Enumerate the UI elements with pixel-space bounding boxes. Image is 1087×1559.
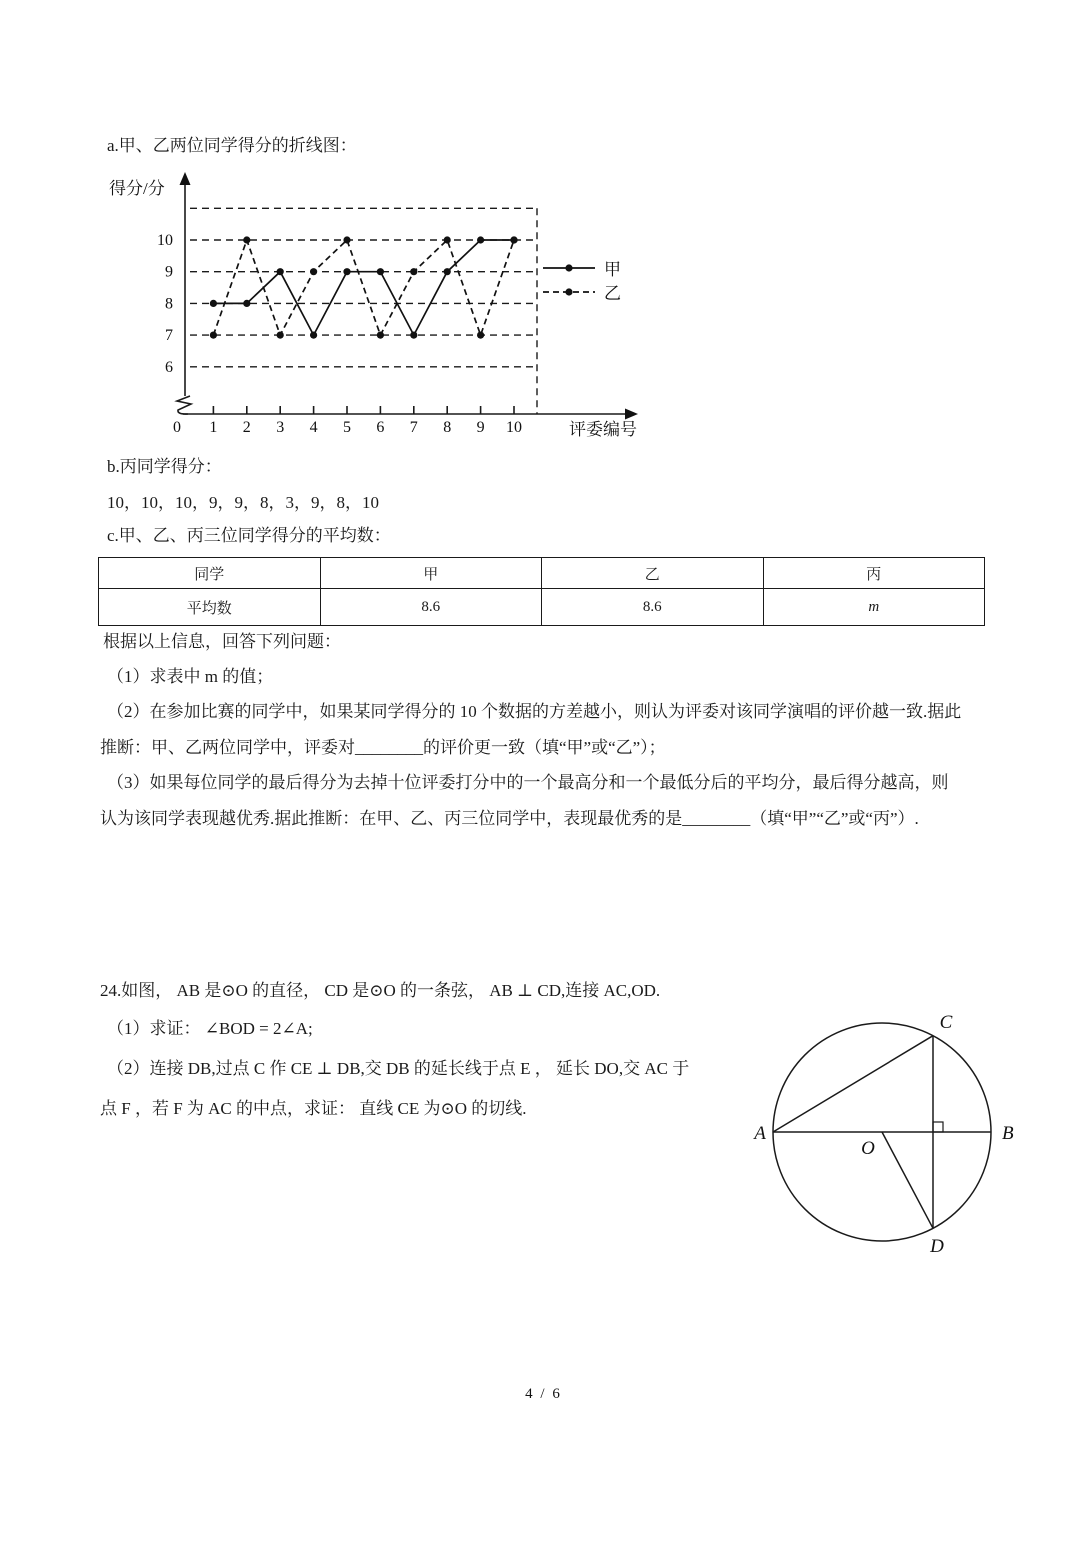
data-point-乙-3	[277, 332, 284, 339]
data-point-乙-5	[343, 236, 350, 243]
header-yi: 乙	[542, 558, 764, 589]
y-axis-arrow	[180, 172, 191, 185]
right-angle-mark	[933, 1122, 943, 1132]
data-point-乙-4	[310, 268, 317, 275]
data-point-甲-4	[310, 332, 317, 339]
question-3-line1: （3）如果每位同学的最后得分为去掉十位评委打分中的一个最高分和一个最低分后的平均分，最后得分越高，则	[107, 773, 949, 792]
question-2-line2: 推断：甲、乙两位同学中，评委对________的评价更一致（填“甲”或“乙”）；	[100, 738, 666, 757]
avg-value-jia: 8.6	[320, 589, 542, 626]
problem-24-line2: （1）求证： ∠BOD = 2∠A;	[107, 1019, 313, 1038]
avg-value-bing: m	[763, 589, 985, 626]
header-bing: 丙	[763, 558, 985, 589]
data-point-甲-8	[444, 268, 451, 275]
section-b-label: b.丙同学得分：	[107, 457, 222, 476]
series-line-1	[213, 240, 514, 335]
data-point-乙-6	[377, 332, 384, 339]
legend-label-1: 乙	[604, 284, 621, 303]
data-point-甲-2	[243, 300, 250, 307]
y-axis-title: 得分/分	[109, 179, 165, 198]
y-tick-label: 10	[157, 232, 173, 249]
data-point-乙-1	[210, 332, 217, 339]
data-point-甲-1	[210, 300, 217, 307]
x-tick-label: 7	[409, 419, 418, 436]
header-student: 同学	[99, 558, 321, 589]
data-point-甲-9	[477, 236, 484, 243]
y-tick-label: 6	[165, 358, 173, 376]
page-number: 4 / 6	[525, 1386, 562, 1402]
x-tick-label: 3	[276, 419, 285, 436]
label-B: B	[1002, 1123, 1014, 1144]
problem-24-line4: 点 F ，若 F 为 AC 的中点，求证： 直线 CE 为⊙O 的切线.	[100, 1099, 527, 1118]
score-line-chart	[95, 168, 655, 458]
y-tick-label: 8	[165, 295, 173, 313]
avg-value-yi: 8.6	[542, 589, 764, 626]
data-point-甲-5	[343, 268, 350, 275]
x-tick-label: 1	[209, 419, 218, 436]
average-table	[98, 557, 985, 626]
circle-figure	[740, 1000, 1060, 1270]
data-point-乙-8	[444, 236, 451, 243]
section-a-label: a.甲、乙两位同学得分的折线图：	[107, 136, 357, 155]
y-tick-label: 9	[165, 263, 173, 281]
x-tick-label: 5	[343, 419, 351, 436]
x-tick-label: 6	[376, 419, 385, 436]
x-tick-label: 0	[173, 419, 181, 436]
questions-intro: 根据以上信息，回答下列问题：	[103, 632, 341, 651]
x-tick-label: 9	[476, 419, 485, 436]
legend-label-0: 甲	[604, 260, 621, 279]
data-point-甲-3	[277, 268, 284, 275]
row-label-average: 平均数	[99, 589, 321, 626]
section-c-label: c.甲、乙、丙三位同学得分的平均数：	[107, 526, 391, 545]
x-tick-label: 2	[242, 419, 251, 436]
header-jia: 甲	[320, 558, 542, 589]
question-3-line2: 认为该同学表现越优秀.据此推断：在甲、乙、丙三位同学中，表现最优秀的是________（填“甲”“乙”或“丙”）.	[100, 809, 919, 828]
x-axis-title: 评委编号	[569, 420, 637, 439]
data-point-甲-7	[410, 332, 417, 339]
y-tick-label: 7	[165, 327, 173, 345]
data-point-甲-6	[377, 268, 384, 275]
series-line-0	[213, 240, 514, 335]
problem-24-line1: 24.如图， AB 是⊙O 的直径， CD 是⊙O 的一条弦， AB ⊥ CD,连接 AC,OD.	[100, 981, 661, 1000]
data-point-乙-10	[510, 236, 517, 243]
table-average-row	[99, 589, 985, 626]
x-tick-label: 4	[309, 419, 318, 436]
data-point-乙-2	[243, 236, 250, 243]
label-D: D	[930, 1236, 944, 1257]
segment-AC	[773, 1036, 933, 1132]
x-tick-label: 8	[443, 419, 452, 436]
data-point-乙-9	[477, 332, 484, 339]
table-header-row	[99, 558, 985, 589]
question-1: （1）求表中 m 的值；	[107, 667, 274, 686]
label-O: O	[861, 1138, 875, 1159]
legend-dot-1	[565, 288, 572, 295]
segment-OD	[882, 1132, 933, 1228]
legend-dot-0	[565, 264, 572, 271]
x-tick-label: 10	[506, 419, 522, 436]
question-2-line1: （2）在参加比赛的同学中，如果某同学得分的 10 个数据的方差越小，则认为评委对该同学演唱的评价越一致.据此	[107, 702, 962, 721]
y-axis-break	[177, 396, 191, 414]
x-axis-arrow	[625, 409, 638, 420]
section-b-scores: 10，10，10，9，9，8，3，9，8，10	[107, 493, 379, 512]
problem-24-line3: （2）连接 DB,过点 C 作 CE ⊥ DB,交 DB 的延长线于点 E ， 延长 DO,交 AC 于	[107, 1059, 690, 1078]
data-point-乙-7	[410, 268, 417, 275]
label-C: C	[939, 1012, 953, 1033]
label-A: A	[754, 1123, 766, 1144]
